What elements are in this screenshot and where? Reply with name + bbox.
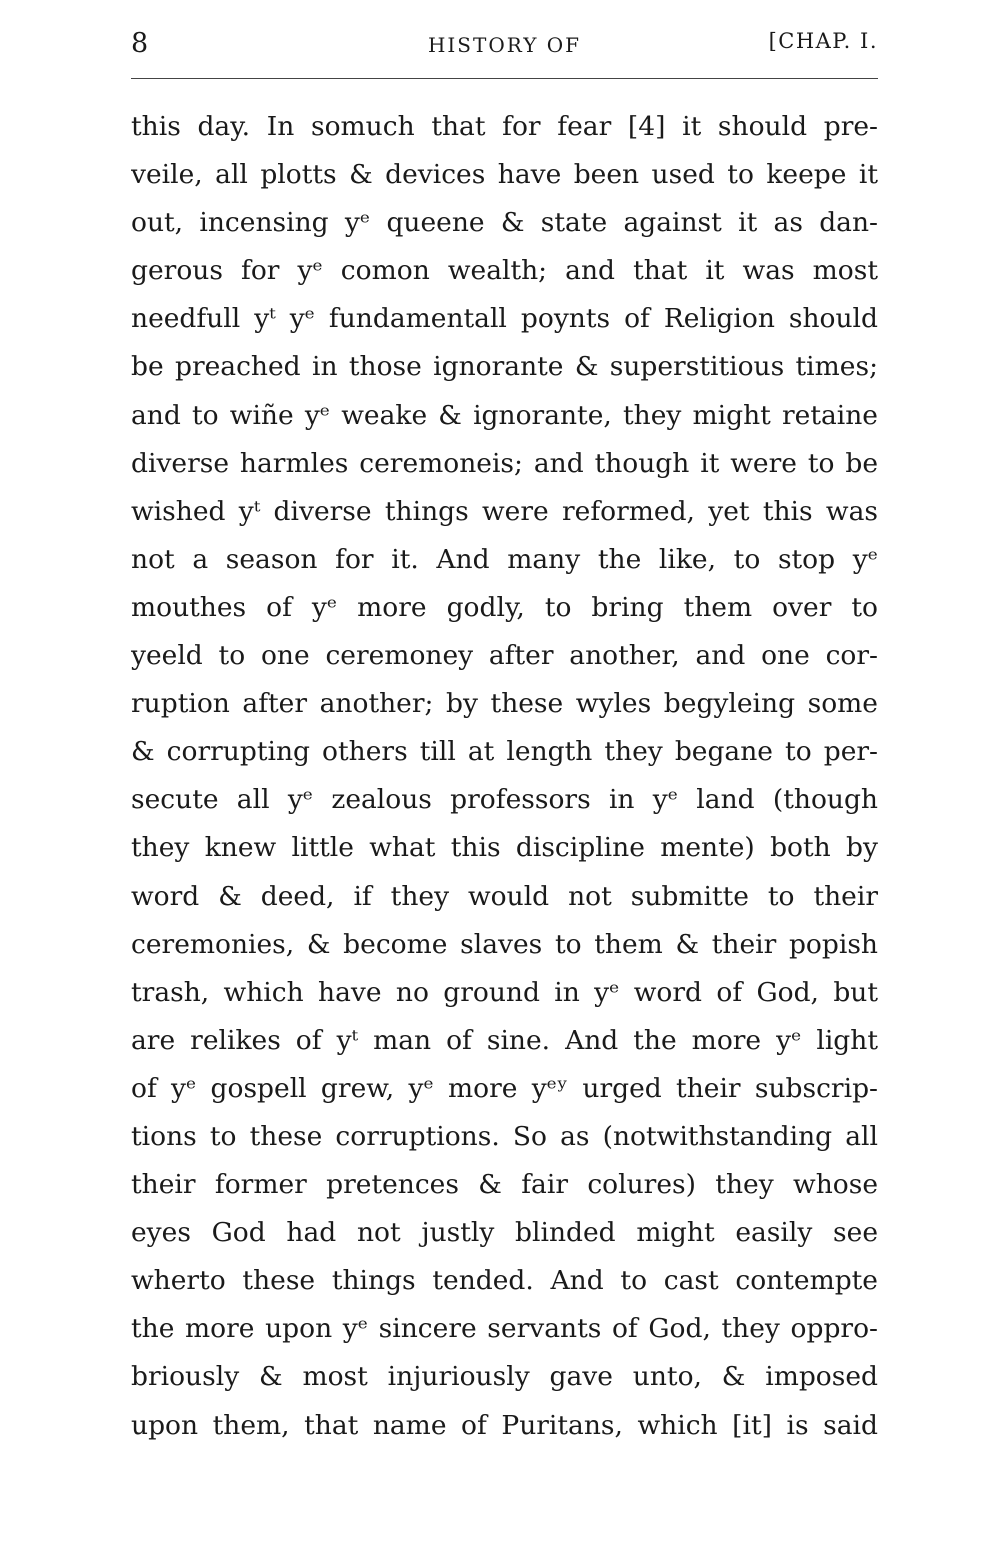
text-line: & corrupting others till at length they begane to per-: [131, 736, 878, 768]
page-number: 8: [131, 28, 149, 59]
text-line: be preached in those ignorante & superstitious times;: [131, 351, 878, 383]
chapter-label: [CHAP. I.: [768, 29, 878, 53]
header-rule: [131, 78, 878, 79]
text-line: of yᵉ gospell grew, yᵉ more yᵉʸ urged their subscrip-: [131, 1072, 878, 1104]
text-line: out, incensing yᵉ queene & state against it as dan-: [131, 207, 878, 239]
text-line: veile, all plotts & devices have been used to keepe it: [131, 159, 878, 191]
text-line: diverse harmles ceremoneis; and though it were to be: [131, 447, 878, 479]
text-line: needfull yᵗ yᵉ fundamentall poynts of Religion should: [131, 303, 878, 335]
text-line: wherto these things tended. And to cast contempte: [131, 1265, 878, 1297]
text-line: the more upon yᵉ sincere servants of God, they oppro-: [131, 1313, 878, 1345]
text-line: upon them, that name of Puritans, which [it] is said: [131, 1409, 878, 1441]
text-line: their former pretences & fair colures) they whose: [131, 1169, 878, 1201]
text-line: briously & most injuriously gave unto, & imposed: [131, 1361, 878, 1393]
text-line: gerous for yᵉ comon wealth; and that it was most: [131, 255, 878, 287]
text-line: they knew little what this discipline mente) both by: [131, 832, 878, 864]
text-line: yeeld to one ceremoney after another, and one cor-: [131, 640, 878, 672]
text-line: eyes God had not justly blinded might easily see: [131, 1217, 878, 1249]
running-title: HISTORY OF: [427, 33, 582, 57]
text-line: mouthes of yᵉ more godly, to bring them over to: [131, 591, 878, 623]
text-line: tions to these corruptions. So as (notwithstanding all: [131, 1120, 878, 1152]
text-line: ruption after another; by these wyles begyleing some: [131, 688, 878, 720]
text-line: secute all yᵉ zealous professors in yᵉ land (though: [131, 784, 878, 816]
text-line: word & deed, if they would not submitte to their: [131, 880, 878, 912]
body-text: [131, 103, 878, 1450]
text-line: trash, which have no ground in yᵉ word of God, but: [131, 976, 878, 1008]
text-line: not a season for it. And many the like, to stop yᵉ: [131, 543, 878, 575]
text-line: ceremonies, & become slaves to them & their popish: [131, 928, 878, 960]
text-line: this day. In somuch that for fear [4] it should pre-: [131, 111, 878, 142]
text-line: wished yᵗ diverse things were reformed, yet this was: [131, 495, 878, 527]
text-line: and to wiñe yᵉ weake & ignorante, they might retaine: [131, 399, 878, 431]
running-header: [131, 22, 878, 72]
text-line: are relikes of yᵗ man of sine. And the more yᵉ light: [131, 1024, 878, 1056]
